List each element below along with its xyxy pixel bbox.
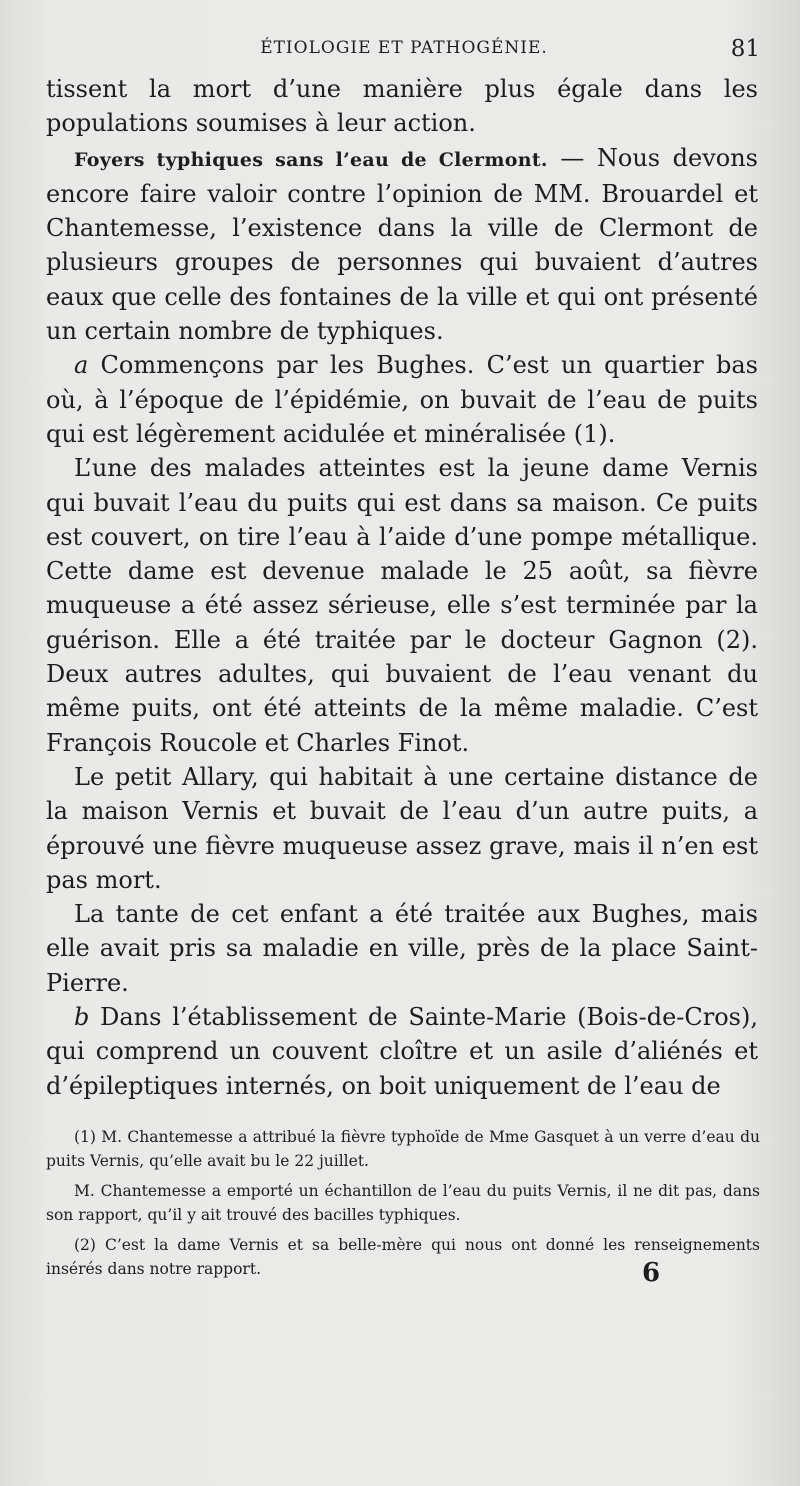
paragraph-bughes: [46, 348, 758, 451]
page-number: 81: [730, 36, 760, 62]
paragraph-allary: Le petit Allary, qui habitait à une certaine distance de la maison Vernis et buvait de l’eau d’un autre puits, a éprouvé une fièvre muqueuse assez grave, mais il n’en est pas mort.: [46, 762, 758, 894]
paragraph-foyers-text: — Nous devons encore faire valoir contre l’opinion de MM. Brouardel et Chantemesse, l’existence dans la ville de Clermont de plusieurs groupes de personnes qui buvaient d’autres eaux que celle des fontaines de la ville et qui ont présenté un certain nombre de typhiques.: [46, 143, 758, 346]
paragraph-tante: La tante de cet enfant a été traitée aux Bughes, mais elle avait pris sa maladie en ville, près de la place Saint-Pierre.: [46, 900, 758, 997]
paragraph-vernis: L’une des malades atteintes est la jeune dame Vernis qui buvait l’eau du puits qui est dans sa maison. Ce puits est couvert, on tire l’eau à l’aide d’une pompe métallique. Cette dame est devenue malade le 25 août, sa fièvre muqueuse a été assez sérieuse, elle s’est terminée par la guérison. Elle a été traitée par le docteur Gagnon (2). Deux autres adultes, qui buvaient de l’eau venant du même puits, ont été atteints de la même maladie. C’est François Roucole et Charles Finot.: [46, 454, 758, 757]
paragraph-sainte-marie: [46, 1000, 758, 1103]
enumeration-letter-b: b: [74, 1003, 90, 1032]
running-title: ÉTIOLOGIE ET PATHOGÉNIE.: [260, 38, 548, 58]
running-head: [48, 36, 760, 66]
footnote-1: (1) M. Chantemesse a attribué la fièvre typhoïde de Mme Gasquet à un verre d’eau du puits Vernis, qu’elle avait bu le 22 juillet.: [46, 1128, 760, 1170]
paragraph-bughes-text: Commençons par les Bughes. C’est un quartier bas où, à l’époque de l’épidémie, on buvait de l’eau de puits qui est légèrement acidulée et minéralisée (1).: [46, 351, 758, 448]
paragraph-continuation: tissent la mort d’une manière plus égale dans les populations soumises à leur action.: [46, 75, 758, 138]
footnote-2: (2) C’est la dame Vernis et sa belle-mère qui nous ont donné les renseignements insérés dans notre rapport.: [46, 1236, 760, 1278]
body-text: [46, 72, 758, 1103]
paragraph-foyers: [46, 141, 758, 349]
enumeration-letter-a: a: [74, 351, 89, 380]
signature-mark: 6: [642, 1258, 661, 1288]
section-title: Foyers typhiques sans l’eau de Clermont.: [74, 148, 548, 171]
paragraph-sainte-marie-text: Dans l’établissement de Sainte-Marie (Bois-de-Cros), qui comprend un couvent cloître et un asile d’aliénés et d’épileptiques internés, on boit uniquement de l’eau de: [46, 1003, 758, 1100]
footnote-1-continued: M. Chantemesse a emporté un échantillon de l’eau du puits Vernis, il ne dit pas, dans son rapport, qu’il y ait trouvé des bacilles typhiques.: [46, 1182, 760, 1224]
